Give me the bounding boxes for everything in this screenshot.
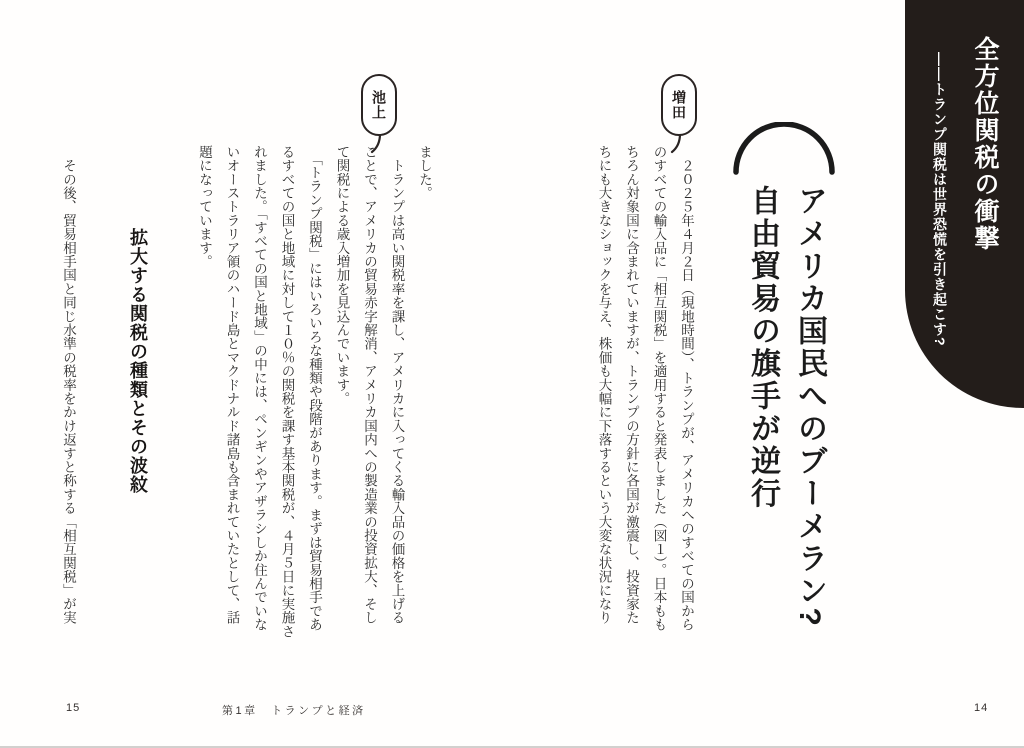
speaker-label-ikegami: 池上	[361, 74, 397, 136]
headline-line-1: アメリカ国民へのブーメラン?	[793, 185, 826, 629]
speech-line: いオーストラリア領のハード島とマクドナルド諸島も含まれていたとして、話	[224, 145, 240, 625]
speech-line: れました。「すべての国と地域」の中には、ペンギンやアザラシしか住んでいな	[252, 145, 267, 632]
speech-line: 題になっています。	[197, 145, 212, 269]
speaker-bubble-masuda	[659, 74, 699, 154]
banner-title: 全方位関税の衝撃	[971, 36, 999, 252]
speech-line: ました。	[417, 145, 432, 200]
section-subheading: 拡大する関税の種類とその波紋	[128, 228, 148, 494]
speech-line: のすべての輸入品に「相互関税」を適用すると発表しました（図１）。日本もも	[651, 145, 667, 632]
ikegami-speech-block	[191, 145, 439, 639]
body-line: その後、貿易相手国と同じ水準の税率をかけ返すと称する「相互関税」が実	[61, 145, 76, 625]
speech-line: るすべての国と地域に対して１０％の関税を課す基本関税が、４月５日に実施さ	[279, 145, 295, 639]
speech-line: ２０２５年４月２日（現地時間）、トランプが、アメリカへのすべての国から	[679, 145, 694, 632]
speech-line: て関税による歳入増加を見込んでいます。	[334, 145, 350, 406]
speech-line: トランプは高い関税率を課し、アメリカに入ってくる輸入品の価格を上げる	[389, 145, 405, 625]
masuda-speech-block	[590, 145, 700, 639]
speech-line: 「トランプ関税」にはいろいろな種類や段階があります。まずは貿易相手であ	[307, 145, 322, 632]
page-number-left: 15	[66, 702, 81, 714]
speaker-label-masuda: 増田	[661, 74, 697, 136]
left-page-body-block	[55, 145, 83, 639]
running-chapter-title: 第1章 トランプと経済	[222, 705, 366, 717]
speech-line: ことで、アメリカの貿易赤字解消、アメリカ国内への製造業の投資拡大、そし	[362, 145, 377, 625]
speech-line: ちにも大きなショックを与え、株価も大幅に下落するという大変な状況になり	[596, 145, 612, 625]
chapter-banner	[905, 0, 1024, 408]
headline-line-2: 自由貿易の旗手が逆行	[746, 185, 779, 510]
page-number-right: 14	[974, 702, 989, 714]
headline	[739, 185, 833, 655]
banner-subtitle: ――トランプ関税は世界恐慌を引き起こす?	[932, 52, 948, 347]
speech-line: ちろん対象国に含まれていますが、トランプの方針に各国が激震し、投資家た	[624, 145, 639, 625]
headline-bracket-arc-icon	[731, 122, 837, 176]
speaker-bubble-ikegami	[359, 74, 399, 154]
